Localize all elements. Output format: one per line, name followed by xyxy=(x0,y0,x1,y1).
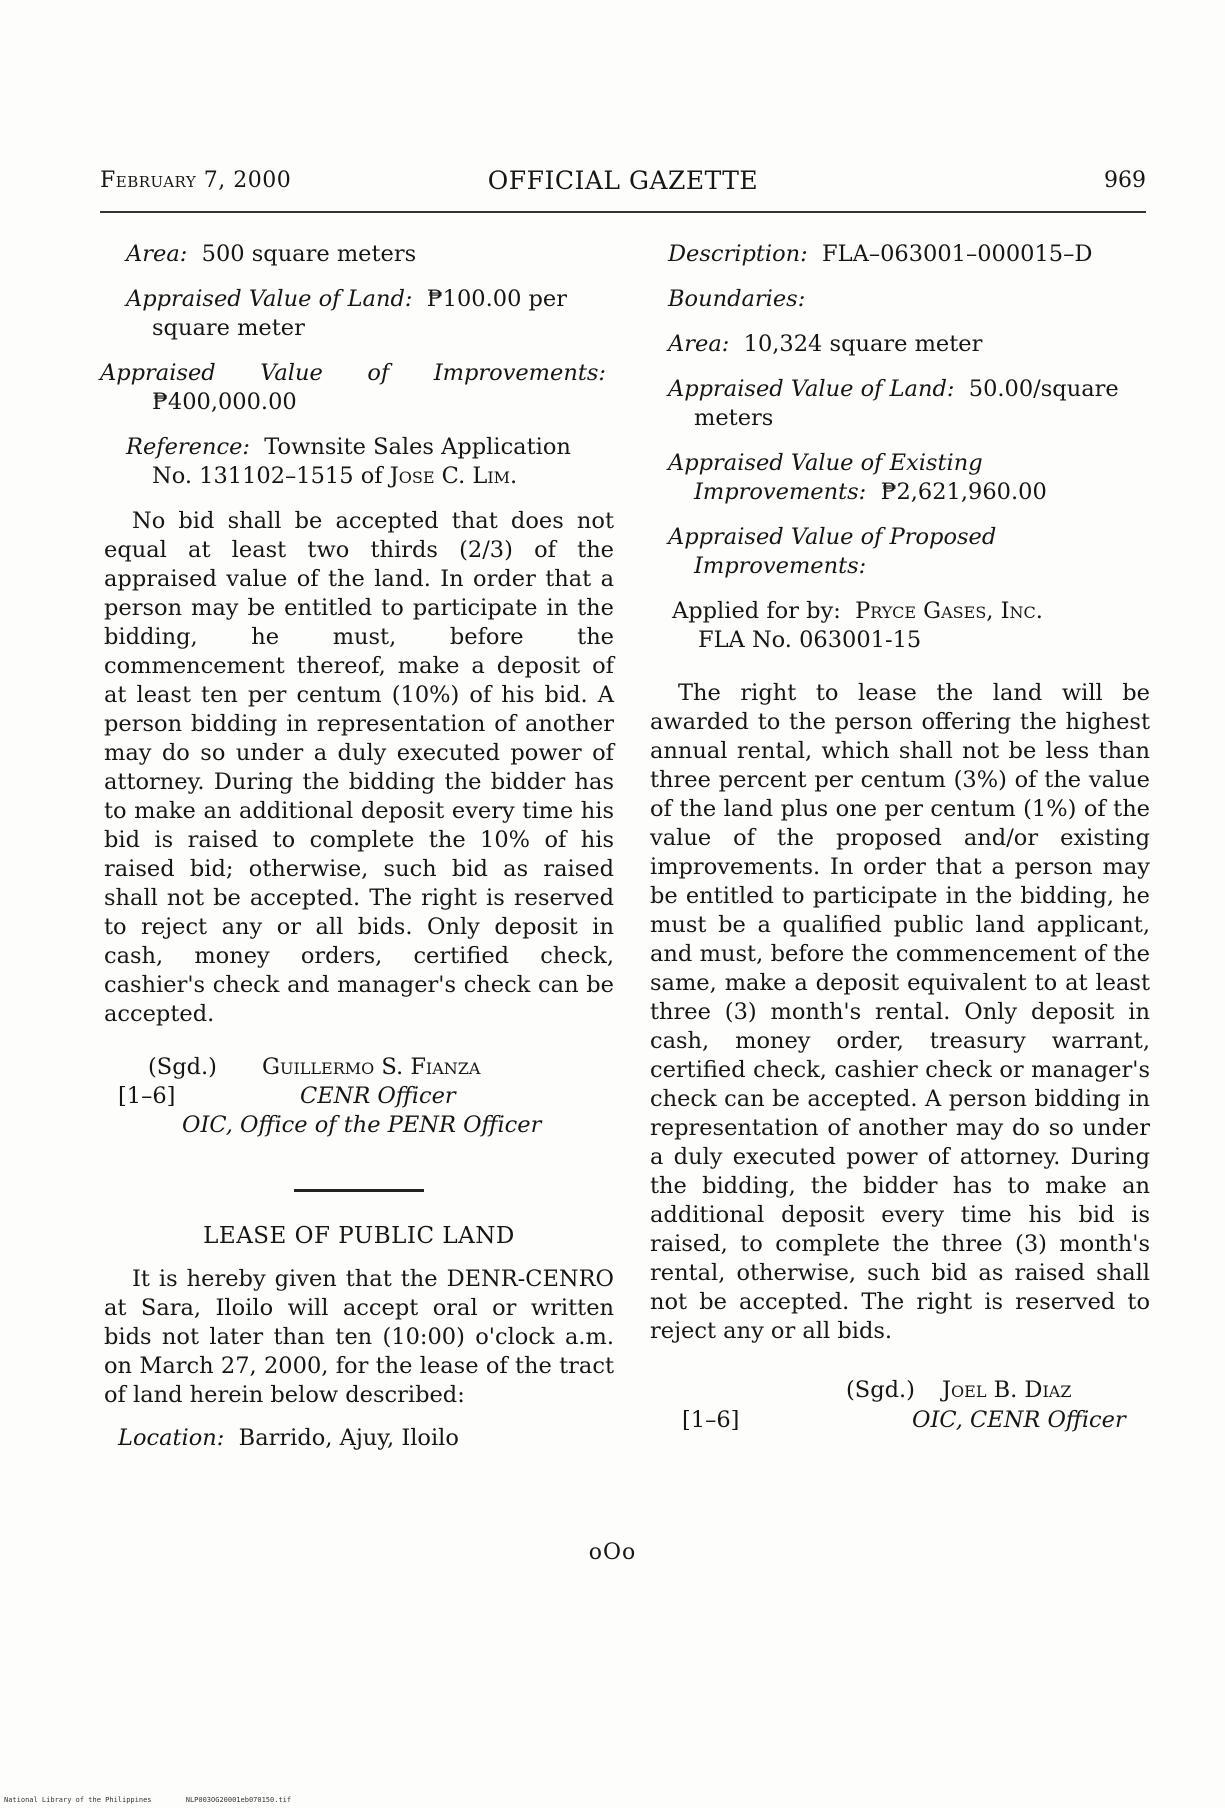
right-sgd-label: (Sgd.) xyxy=(846,1377,915,1403)
reference-field xyxy=(126,433,614,491)
improvements-label: Appraised Value of Improvements: xyxy=(100,360,606,386)
boundaries-field xyxy=(668,285,1150,314)
land-value-value: ₱100.00 per square meter xyxy=(152,286,568,341)
fla-number: FLA No. 063001-15 xyxy=(698,627,922,653)
existing-improvements-label: Appraised Value of Existing Improvements: xyxy=(668,450,983,505)
existing-improvements-value: ₱2,621,960.00 xyxy=(880,479,1047,505)
description-field xyxy=(668,240,1150,269)
signature-block-right xyxy=(650,1376,1150,1476)
description-label: Description: xyxy=(668,241,808,267)
bid-conditions-paragraph: No bid shall be accepted that does not equal at least two thirds (2/3) of the appraised value of the land. In order that a person may be entitled to participate in the bidding, he must, before the commencement thereof, make a deposit of at least ten per centum (10%) of his bid. A person bidding in representation of another may do so under a duly executed power of attorney. During the bidding the bidder has to make an additional deposit every time his bid is raised to complete the 10% of his raised bid; otherwise, such bid as raised shall not be accepted. The right is reserved to reject any or all bids. Only deposit in cash, money orders, certified check, cashier's check and manager's check can be accepted. xyxy=(104,508,614,1027)
applicant-field xyxy=(672,597,1150,655)
proposed-improvements-field xyxy=(668,523,1150,581)
improvements-value: ₱400,000.00 xyxy=(152,389,297,415)
scan-footer xyxy=(4,1796,321,1804)
header-rule xyxy=(100,211,1146,213)
right-land-value-label: Appraised Value of Land: xyxy=(668,376,955,402)
section-title: LEASE OF PUBLIC LAND xyxy=(203,1223,515,1249)
location-value: Barrido, Ajuy, Iloilo xyxy=(238,1425,459,1451)
area-field xyxy=(126,240,614,269)
issue-date: February 7, 2000 xyxy=(100,168,292,193)
location-field xyxy=(118,1424,614,1453)
right-area-label: Area: xyxy=(668,331,730,357)
right-land-value-value: 50.00/square meters xyxy=(694,376,1119,431)
existing-improvements-field xyxy=(668,449,1150,507)
right-land-value-field xyxy=(668,375,1150,433)
page-number: 969 xyxy=(1104,168,1146,193)
scan-file: NLP003OG20001eb070150.tif xyxy=(185,1796,292,1804)
end-mark: oOo xyxy=(588,1540,637,1565)
reference-label: Reference: xyxy=(126,434,250,460)
right-area-value: 10,324 square meter xyxy=(743,331,983,357)
right-issue-range: [1–6] xyxy=(682,1407,740,1433)
land-value-label: Appraised Value of Land: xyxy=(126,286,413,312)
right-area-field xyxy=(668,330,1150,359)
section-divider xyxy=(294,1189,424,1192)
scan-library: National Library of the Philippines xyxy=(4,1796,152,1804)
proposed-improvements-label: Appraised Value of Proposed Improvements: xyxy=(668,524,997,579)
applicant-label: Applied for by: xyxy=(672,598,841,624)
lease-notice-paragraph: It is hereby given that the DENR-CENRO at Sara, Iloilo will accept oral or written bids not later than ten (10:00) o'clock a.m. on March 27, 2000, for the lease of the tract of land herein below described: xyxy=(104,1266,614,1408)
applicant-name: Pryce Gases, Inc. xyxy=(855,598,1043,624)
signatory-name: Guillermo S. Fianza xyxy=(262,1054,481,1080)
signatory-title: CENR Officer xyxy=(300,1083,456,1109)
location-label: Location: xyxy=(118,1425,225,1451)
reference-name: Jose C. Lim. xyxy=(389,463,518,489)
lease-conditions-paragraph: The right to lease the land will be awarded to the person offering the highest annual rental, which shall not be less than three percent per centum (3%) of the value of the land plus one per centum (1%) of the value of the proposed and/or existing improvements. In order that a person may be entitled to participate in the bidding, he must be a qualified public land applicant, and must, before the commencement of the same, make a deposit equivalent to at least three (3) month's rental. Only deposit in cash, money order, treasury warrant, certified check, cashier check or manager's check can be accepted. A person bidding in representation of another may do so under a duly executed power of attorney. During the bidding, the bidder has to make an additional deposit every time his bid is raised, to complete the three (3) month's rental, otherwise, such bid as raised shall not be accepted. The right is reserved to reject any or all bids. xyxy=(650,680,1150,1344)
boundaries-label: Boundaries: xyxy=(668,286,806,312)
right-column xyxy=(650,240,1150,1476)
land-value-field xyxy=(126,285,614,343)
signatory-office: OIC, Office of the PENR Officer xyxy=(182,1112,542,1138)
issue-range: [1–6] xyxy=(118,1083,176,1109)
improvements-field xyxy=(100,359,614,417)
area-label: Area: xyxy=(126,241,188,267)
area-value: 500 square meters xyxy=(201,241,417,267)
description-value: FLA–063001–000015–D xyxy=(822,241,1093,267)
signature-block-left xyxy=(104,1053,614,1153)
sgd-label: (Sgd.) xyxy=(148,1054,217,1080)
left-column xyxy=(100,240,614,1469)
running-header xyxy=(100,168,1146,208)
right-signatory-name: Joel B. Diaz xyxy=(942,1377,1072,1403)
publication-title: OFFICIAL GAZETTE xyxy=(487,166,759,195)
right-signatory-title: OIC, CENR Officer xyxy=(912,1407,1126,1433)
reference-text: Townsite Sales Application No. 131102–1515 of xyxy=(152,434,571,489)
